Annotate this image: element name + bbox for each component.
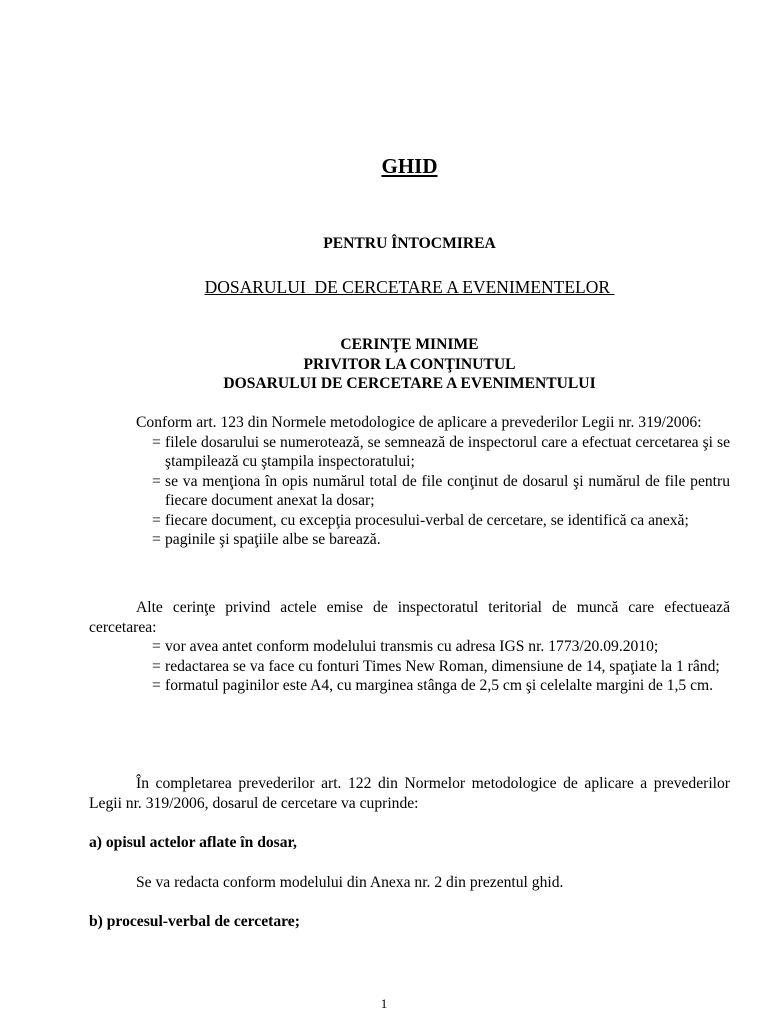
list-item: [89, 637, 730, 657]
section-3-intro: În completarea prevederilor art. 122 din Normelor metodologice de aplicare a prevederilor Legii nr. 319/2006, dosarul de cercetare va cuprinde:: [89, 775, 730, 812]
item-b-heading: b) procesul-verbal de cercetare;: [89, 913, 300, 930]
list-item-text: formatul paginilor este A4, cu marginea stânga de 2,5 cm şi celelalte margini de 1,5 cm.: [165, 677, 714, 694]
list-item: [89, 511, 730, 531]
list-item: [89, 530, 730, 550]
page-number: 1: [380, 996, 388, 1011]
bullet-marker: =: [152, 433, 161, 451]
item-a-heading: a) opisul actelor aflate în dosar,: [89, 834, 297, 851]
list-item: [89, 433, 730, 472]
section-1: [89, 413, 730, 550]
requirements-heading-line: CERINŢE MINIME: [340, 336, 479, 353]
list-item-text: fiecare document, cu excepţia procesului-verbal de cercetare, se identifică ca anexă;: [165, 511, 689, 529]
bullet-marker: =: [152, 657, 161, 675]
section-3: [89, 774, 730, 813]
list-item-text: vor avea antet conform modelului transmis cu adresa IGS nr. 1773/20.09.2010;: [165, 638, 659, 655]
item-a-text: Se va redacta conform modelului din Anexa nr. 2 din prezentul ghid.: [136, 874, 564, 891]
list-item: [89, 472, 730, 511]
bullet-marker: =: [152, 638, 161, 655]
requirements-heading: [89, 335, 730, 394]
document-subtitle-2: DOSARULUI DE CERCETARE A EVENIMENTELOR: [204, 277, 615, 297]
requirements-heading-line: PRIVITOR LA CONŢINUTUL: [303, 355, 516, 373]
list-item-text: paginile şi spaţiile albe se barează.: [165, 531, 381, 548]
bullet-marker: =: [152, 472, 161, 490]
list-item: [89, 676, 730, 696]
requirements-heading-line: DOSARULUI DE CERCETARE A EVENIMENTULUI: [223, 375, 596, 392]
section-2-intro: Alte cerinţe privind actele emise de inspectoratul teritorial de muncă care efectuează cercetarea:: [89, 599, 730, 636]
section-1-intro: Conform art. 123 din Normele metodologice de aplicare a prevederilor Legii nr. 319/2006:: [136, 414, 702, 431]
section-1-list: [89, 433, 730, 550]
section-2: [89, 598, 730, 696]
bullet-marker: =: [152, 531, 161, 548]
document-title: GHID: [381, 154, 438, 178]
list-item: [89, 657, 730, 677]
list-item-text: filele dosarului se numerotează, se semnează de inspectorul care a efectuat cercetarea şi se ştampilează cu ştampila inspectoratului;: [165, 433, 730, 470]
list-item-text: se va menţiona în opis numărul total de file conţinut de dosarul şi numărul de file pentru fiecare document anexat la dosar;: [165, 472, 730, 509]
list-item-text: redactarea se va face cu fonturi Times New Roman, dimensiune de 14, spaţiate la 1 rând;: [165, 657, 720, 675]
section-2-list: [89, 637, 730, 696]
bullet-marker: =: [152, 677, 161, 694]
bullet-marker: =: [152, 511, 161, 529]
document-subtitle-1: PENTRU ÎNTOCMIREA: [323, 235, 496, 252]
